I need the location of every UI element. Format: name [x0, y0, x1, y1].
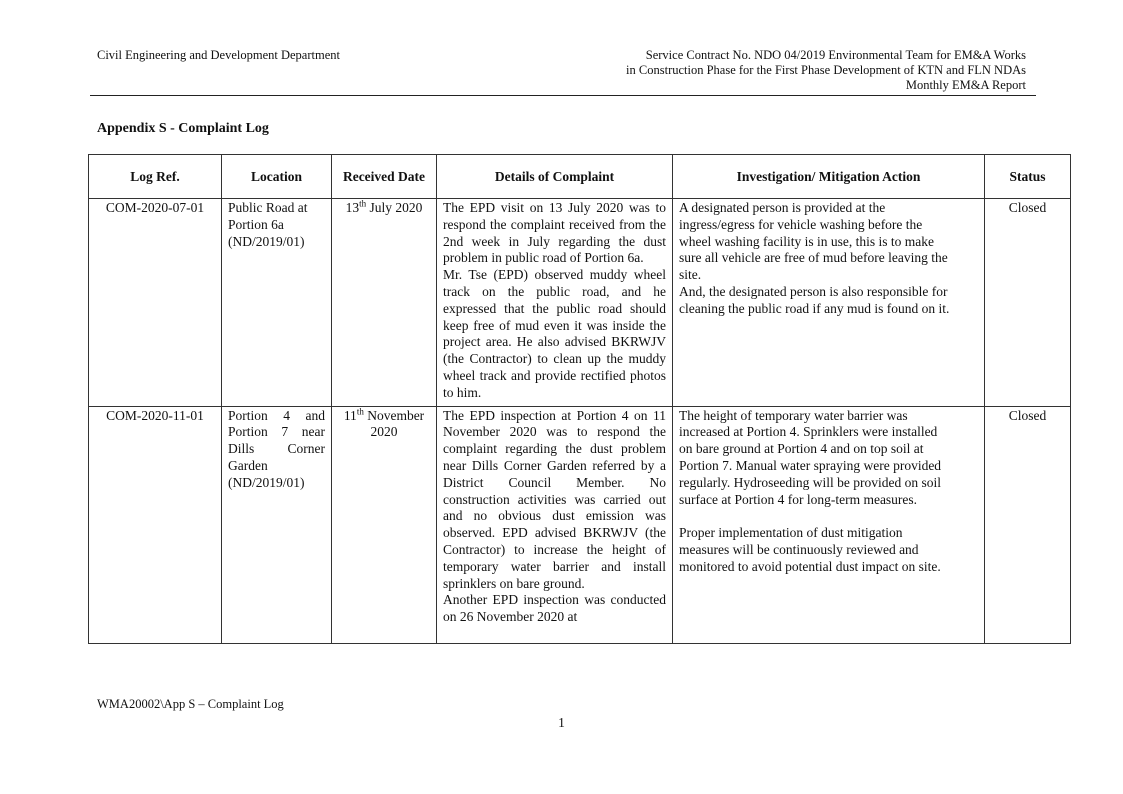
page-number: 1: [558, 715, 565, 730]
complaint-log-table: [88, 154, 1071, 644]
date-day: 11: [343, 407, 357, 423]
table-header-row: [89, 155, 1071, 199]
log-ref-cell: COM-2020-11-01: [89, 406, 222, 643]
date-month-year: November 2020: [363, 407, 425, 440]
header-right: [426, 48, 1026, 93]
header-left: Civil Engineering and Development Department: [97, 48, 340, 62]
details-cell-wrapper: [437, 406, 673, 643]
column-header-status: Status: [985, 155, 1071, 199]
column-header-location: Location: [222, 155, 332, 199]
column-header-received-date: Received Date: [332, 155, 437, 199]
received-date-cell: [332, 199, 437, 407]
details-cell: The EPD inspection at Portion 4 on 11 November 2020 was to respond the complaint regarding the dust problem near Dills Corner Garden referred by a District Council Member. No construction activities was carried out and no obvious dust emission was observed. EPD advised BKRWJV (the Contractor) to increase the height of temporary water barrier and install sprinklers on bare ground. Another EPD inspection was conducted on 26 November 2020 at: [443, 407, 666, 625]
header-report-line: Monthly EM&A Report: [905, 78, 1026, 92]
table-row: [89, 199, 1071, 407]
date-month-year: July 2020: [366, 200, 423, 215]
status-cell: Closed: [985, 406, 1071, 643]
action-cell: A designated person is provided at the ingress/egress for vehicle washing before the wheel washing facility is in use, this is to make sure all vehicle are free of mud before leaving the site. And, the designated person is also responsible for cleaning the public road if any mud is found on it.: [673, 199, 985, 407]
column-header-details: Details of Complaint: [437, 155, 673, 199]
date-suffix: th: [359, 198, 367, 209]
date-suffix: th: [356, 406, 364, 417]
header-contract-line: Service Contract No. NDO 04/2019 Environmental Team for EM&A Works: [645, 48, 1026, 62]
header-rule: [90, 95, 1036, 96]
header-phase-line: in Construction Phase for the First Phase Development of KTN and FLN NDAs: [626, 63, 1026, 77]
footer-ref: WMA20002\App S – Complaint Log: [97, 697, 284, 711]
details-cell: The EPD visit on 13 July 2020 was to respond the complaint received from the 2nd week in July regarding the dust problem in public road of Portion 6a. Mr. Tse (EPD) observed muddy wheel track on the public road, and he expressed that the public road should keep free of mud even it was inside the project area. He also advised BKRWJV (the Contractor) to clean up the muddy wheel track and provide rectified photos to him.: [437, 199, 673, 407]
date-day: 13: [345, 200, 360, 215]
status-cell: Closed: [985, 199, 1071, 407]
action-cell: The height of temporary water barrier was increased at Portion 4. Sprinklers were installed on bare ground at Portion 4 and on top soil at Portion 7. Manual water spraying were provided regularly. Hydroseeding will be provided on soil surface at Portion 4 for long-term measures. Proper implementation of dust mitigation measures will be continuously reviewed and monitored to avoid potential dust impact on site.: [673, 406, 985, 643]
appendix-title: Appendix S - Complaint Log: [97, 121, 269, 136]
log-ref-cell: COM-2020-07-01: [89, 199, 222, 407]
column-header-action: Investigation/ Mitigation Action: [673, 155, 985, 199]
received-date-cell: [332, 406, 437, 643]
column-header-log-ref: Log Ref.: [89, 155, 222, 199]
location-cell: Public Road at Portion 6a (ND/2019/01): [222, 199, 332, 407]
location-cell: Portion 4 and Portion 7 near Dills Corner Garden (ND/2019/01): [222, 406, 332, 643]
table-row: [89, 406, 1071, 643]
